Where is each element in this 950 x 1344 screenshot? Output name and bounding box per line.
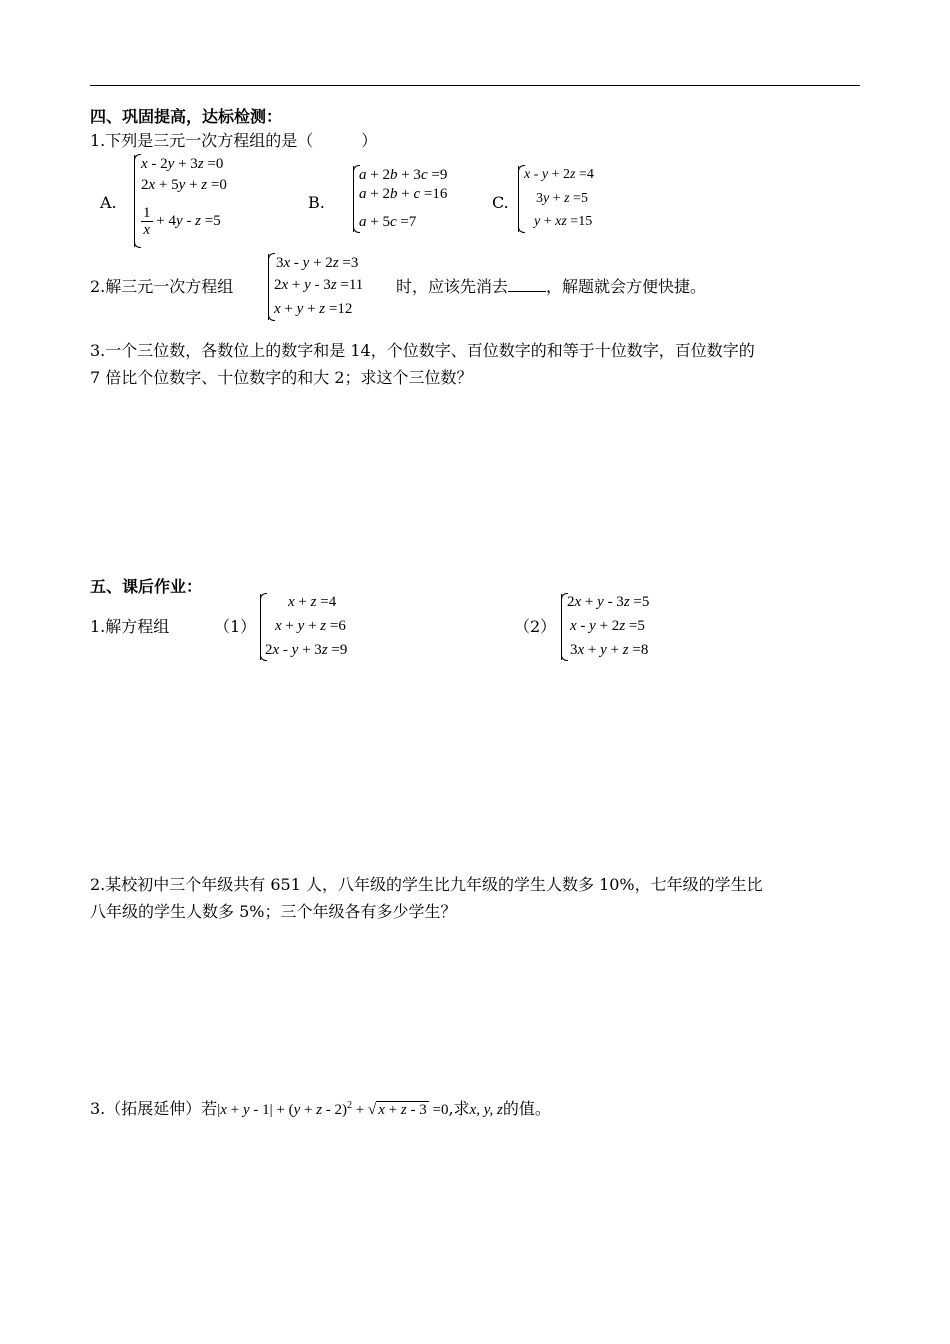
section-5-heading: 五、课后作业： (90, 577, 203, 596)
option-a-brace (134, 155, 135, 247)
option-c-eq-2: 3y + z =5 (536, 191, 588, 206)
option-b-label: B. (308, 193, 325, 212)
option-c-eq-1: x - y + 2z =4 (524, 167, 594, 182)
option-c-brace (518, 166, 519, 232)
q4-3-line-1: 3.一个三位数，各数位上的数字和是 14，个位数字、百位数字的和等于十位数字，百位数字的 (90, 341, 755, 360)
option-c-eq-3: y + xz =15 (534, 214, 593, 229)
option-b-eq-3: a + 5c =7 (359, 214, 417, 230)
q4-3-line-2: 7 倍比个位数字、十位数字的和大 2；求这个三位数？ (90, 368, 473, 387)
q5-1-part2-label: （2） (514, 617, 557, 636)
q5-3-condition: $|x + y - 1| + (y + z - 2)^2$ + √ x + z - 3 =0 (217, 1100, 449, 1118)
q5-1-part1-eq-3: 2x - y + 3z =9 (265, 642, 348, 658)
option-a-eq-1: x - 2y + 3z =0 (141, 156, 224, 172)
q5-1-part2-eq-2: x - y + 2z =5 (570, 618, 645, 634)
option-a-label: A. (100, 193, 117, 212)
q5-2-line-2: 八年级的学生人数多 5%；三个年级各有多少学生？ (90, 902, 457, 921)
q4-2-brace (268, 254, 269, 320)
q5-1-part1-brace (260, 594, 261, 660)
option-b-eq-2: a + 2b + c =16 (359, 186, 448, 202)
header-rule (90, 85, 860, 86)
q5-1-part1-eq-2: x + y + z =6 (275, 618, 346, 634)
q5-3: 3.（拓展延伸）若$|x + y - 1| + (y + z - 2)^2$ + √ x + z - 3 =0,求x, y, z的值。 (90, 1099, 551, 1118)
option-c-label: C. (492, 193, 509, 212)
q5-1-prefix: 1.解方程组 (90, 617, 170, 636)
q5-3-vars: x, y, z (469, 1102, 503, 1118)
q5-1-part2-eq-3: 3x + y + z =8 (570, 642, 649, 658)
q5-1-part2-brace (561, 594, 562, 660)
section-4-heading: 四、巩固提高，达标检测： (90, 107, 283, 126)
option-a-eq-3: $\frac{1}{x}$ + 4y - z =5 (143, 205, 221, 238)
q4-2-eq-3: x + y + z =12 (274, 301, 353, 317)
q4-2-eq-1: 3x - y + 2z =3 (276, 255, 359, 271)
option-b-brace (353, 166, 354, 232)
q5-1-part1-label: （1） (214, 617, 257, 636)
q4-2-eq-2: 2x + y - 3z =11 (274, 277, 364, 293)
option-a-eq-2: 2x + 5y + z =0 (141, 177, 227, 193)
option-b-eq-1: a + 2b + 3c =9 (359, 167, 448, 183)
q4-1-stem: 1.下列是三元一次方程组的是（ ） (90, 131, 378, 150)
q4-2-suffix: 时，应该先消去 ，解题就会方便快捷。 (396, 277, 707, 296)
q5-1-part1-eq-1: x + z =4 (288, 594, 337, 610)
q5-1-part2-eq-1: 2x + y - 3z =5 (567, 594, 650, 610)
answer-blank (508, 275, 546, 292)
q5-2-line-1: 2.某校初中三个年级共有 651 人，八年级的学生比九年级的学生人数多 10%，七年级的学生比 (90, 875, 763, 894)
q4-2-prefix: 2.解三元一次方程组 (90, 277, 234, 296)
